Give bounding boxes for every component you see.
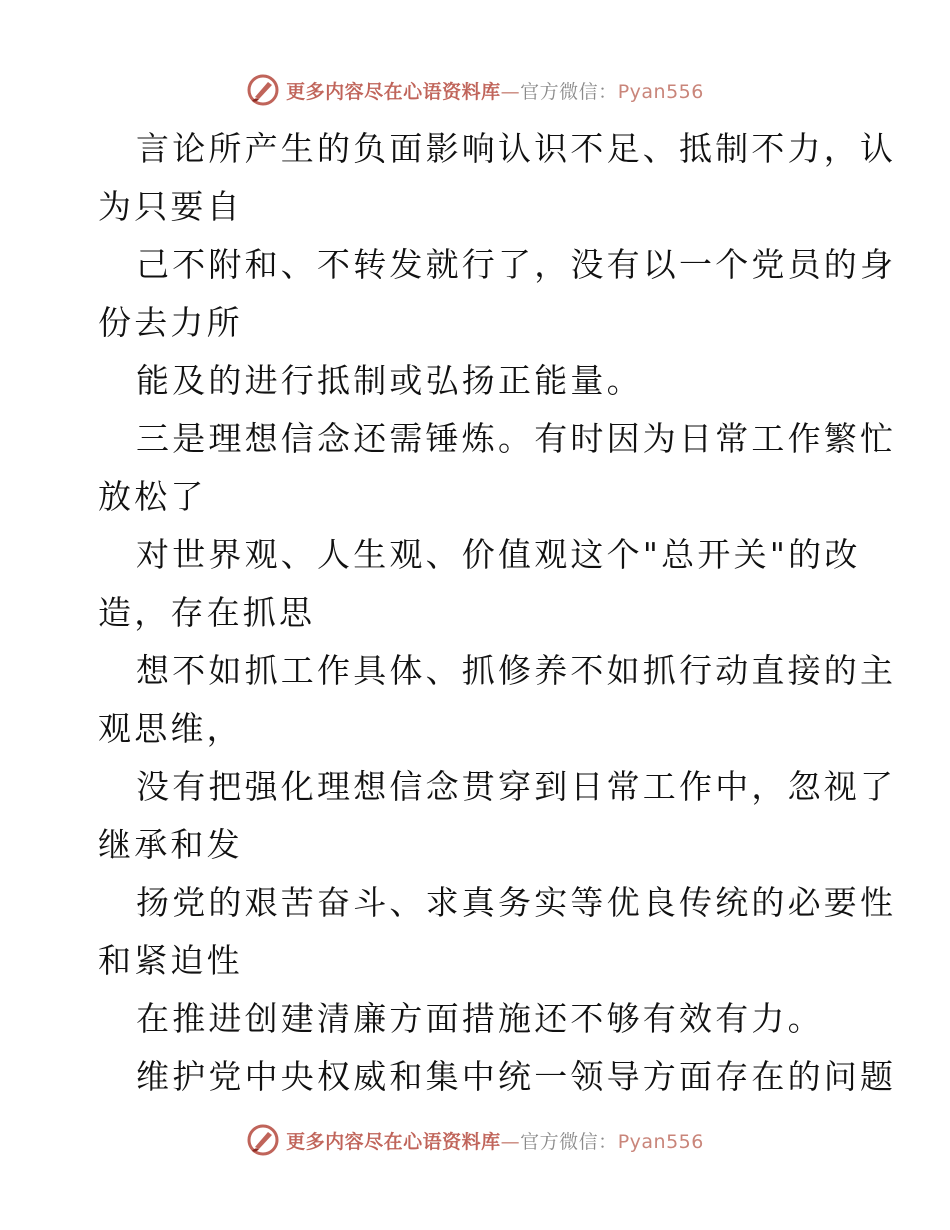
watermark-text [286,77,704,104]
header-watermark [0,70,950,110]
document-body [98,120,897,1106]
text-line: 想不如抓工作具体、抓修养不如抓行动直接的主 [136,651,897,690]
text-line: 己不附和、不转发就行了，没有以一个党员的身 [136,245,897,284]
watermark-site: 更多内容尽在心语资料库 [286,80,501,103]
watermark-official: 官方微信： [520,1130,618,1153]
text-line: 放松了 [98,477,207,516]
watermark-dash: — [500,1130,521,1153]
text-line: 扬党的艰苦奋斗、求真务实等优良传统的必要性 [136,883,897,922]
text-line: 为只要自 [98,187,243,226]
footer-watermark [0,1120,950,1160]
watermark-official: 官方微信： [520,80,618,103]
text-line: 能及的进行抵制或弘扬正能量。 [136,361,643,400]
text-line: 造，存在抓思 [98,593,316,632]
watermark-wechat-id: Pyan556 [617,1130,704,1153]
text-line: 言论所产生的负面影响认识不足、抵制不力，认 [136,129,897,168]
text-line: 在推进创建清廉方面措施还不够有效有力。 [136,999,824,1038]
text-line: 继承和发 [98,825,243,864]
brush-logo-icon [246,73,280,107]
text-line: 三是理想信念还需锤炼。有时因为日常工作繁忙 [136,419,897,458]
brush-logo-icon [246,1123,280,1157]
watermark-dash: — [500,80,521,103]
text-line: 维护党中央权威和集中统一领导方面存在的问题 [136,1057,897,1096]
text-line: 没有把强化理想信念贯穿到日常工作中，忽视了 [136,767,897,806]
text-line: 观思维， [98,709,243,748]
text-line: 和紧迫性 [98,941,243,980]
text-line: 份去力所 [98,303,243,342]
watermark-wechat-id: Pyan556 [617,80,704,103]
watermark-site: 更多内容尽在心语资料库 [286,1130,501,1153]
text-line: 对世界观、人生观、价值观这个"总开关"的改 [136,535,861,574]
watermark-text [286,1127,704,1154]
